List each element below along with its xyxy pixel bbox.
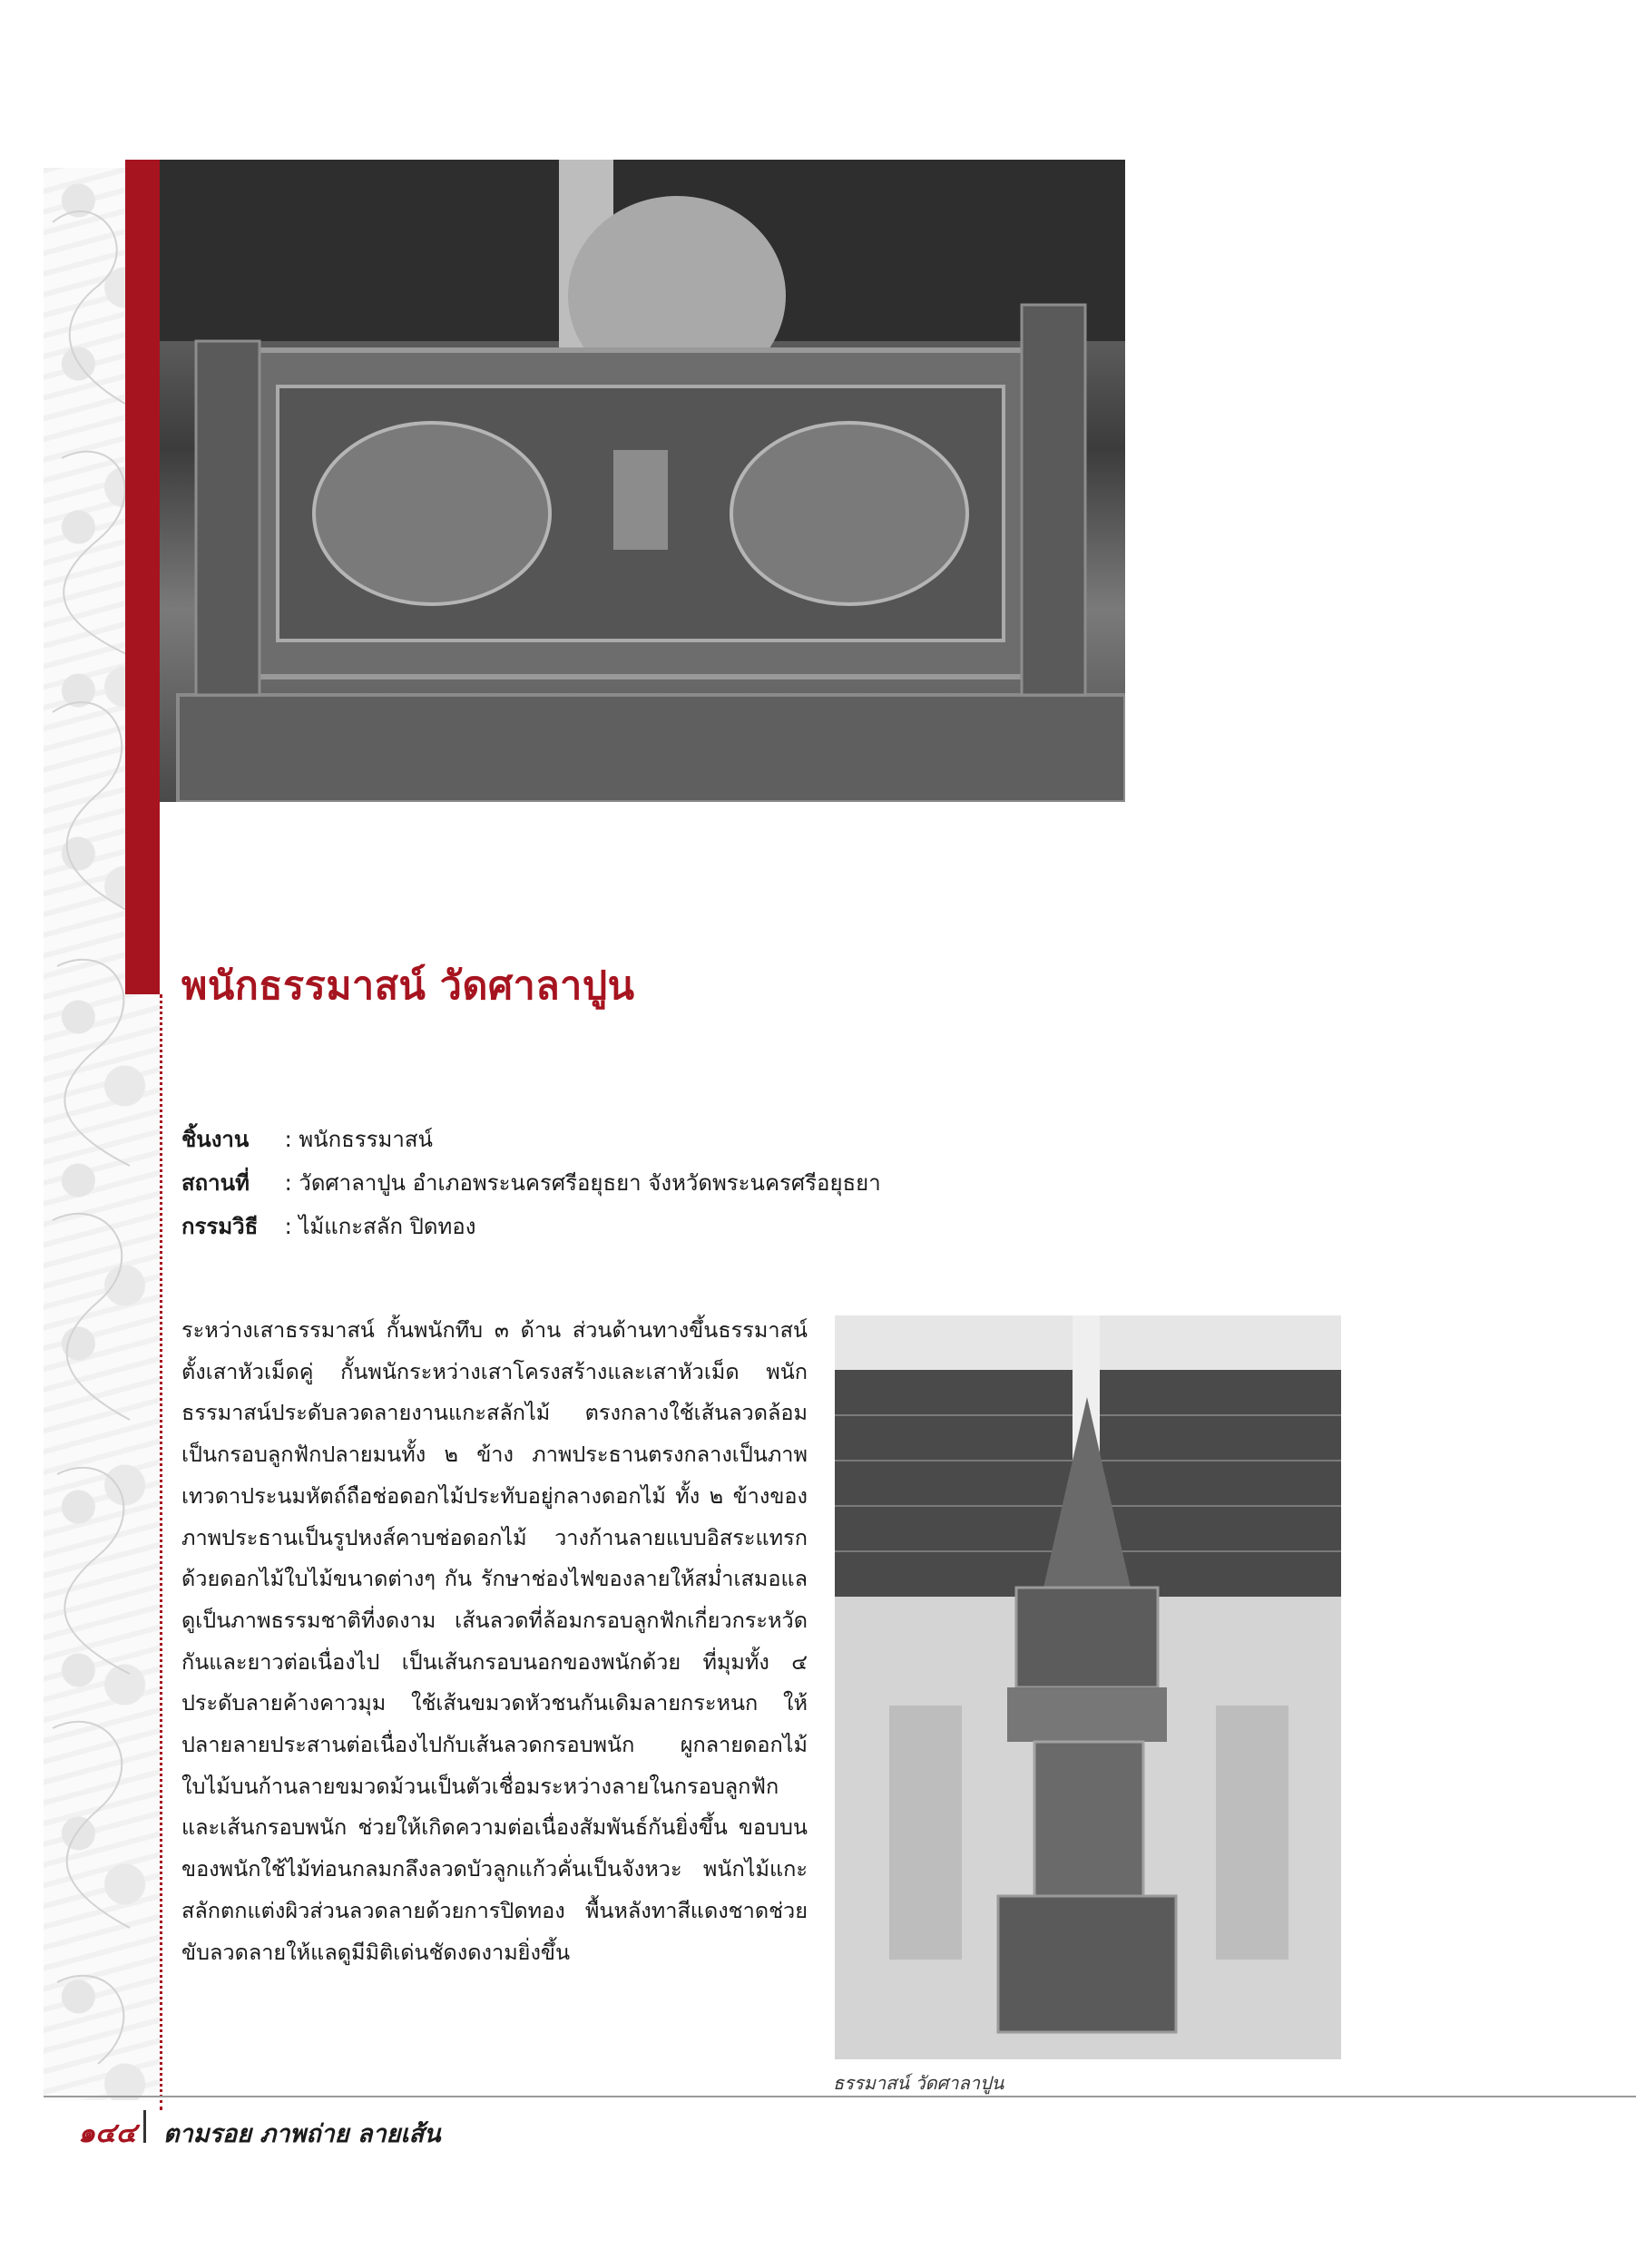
- page-number: ๑๔๔: [78, 2117, 137, 2149]
- article-body: [181, 1310, 808, 1973]
- running-title: ตามรอย ภาพถ่าย ลายเส้น: [163, 2120, 441, 2148]
- body-paragraph: ระหว่างเสาธรรมาสน์ กั้นพนักทึบ ๓ ด้าน ส่วนด้านทางขึ้นธรรมาสน์ ตั้งเสาหัวเม็ดคู่ กั้นพนักระหว่างเสาโครงสร้างและเสาหัวเม็ด พนักธรรมาสน์ประดับลวดลายงานแกะสลักไม้ ตรงกลางใช้เส้นลวดล้อมเป็นกรอบลูกฟักปลายมนทั้ง ๒ ข้าง ภาพประธานตรงกลางเป็นภาพเทวดาประนมหัตถ์ถือช่อดอกไม้ประทับอยู่กลางดอกไม้ ทั้ง ๒ ข้างของภาพประธานเป็นรูปหงส์คาบช่อดอกไม้ วางก้านลายแบบอิสระแทรกด้วยดอกไม้ใบไม้ขนาดต่างๆ กัน รักษาช่องไฟของลายให้สม่ำเสมอแลดูเป็นภาพธรรมชาติที่งดงาม เส้นลวดที่ล้อมกรอบลูกฟักเกี่ยวกระหวัดกันและยาวต่อเนื่องไป เป็นเส้นกรอบนอกของพนักด้วย ที่มุมทั้ง ๔ ประดับลายค้างคาวมุม ใช้เส้นขมวดหัวชนกันเดิมลายกระหนก ให้ปลายลายประสานต่อเนื่องไปกับเส้นลวดกรอบพนัก ผูกลายดอกไม้ใบไม้บนก้านลายขมวดม้วนเป็นตัวเชื่อมระหว่างลายในกรอบลูกฟักและเส้นกรอบพนัก ช่วยให้เกิดความต่อเนื่องสัมพันธ์กันยิ่งขึ้น ขอบบนของพนักใช้ไม้ท่อนกลมกลึงลวดบัวลูกแก้วคั่นเป็นจังหวะ พนักไม้แกะสลักตกแต่งผิวส่วนลวดลายด้วยการปิดทอง พื้นหลังทาสีแดงชาดช่วยขับลวดลายให้แลดูมีมิติเด่นชัดงดงามยิ่งขึ้น: [181, 1317, 808, 1965]
- accent-bar: [125, 160, 160, 994]
- meta-value: : วัดศาลาปูน อำเภอพระนครศรีอยุธยา จังหวัดพระนครศรีอยุธยา: [284, 1170, 881, 1196]
- meta-label: ชิ้นงาน: [181, 1127, 250, 1152]
- artifact-meta: [181, 1118, 881, 1248]
- meta-row-location: [181, 1161, 881, 1205]
- meta-value: : ไม้แกะสลัก ปิดทอง: [284, 1214, 476, 1239]
- meta-label: สถานที่: [181, 1170, 250, 1196]
- pulpit-panel-photo: [160, 160, 1125, 802]
- meta-row-technique: [181, 1205, 881, 1248]
- footer-separator: [143, 2110, 146, 2143]
- meta-row-item: [181, 1118, 881, 1161]
- pulpit-photo: [835, 1315, 1341, 2059]
- meta-label: กรรมวิธี: [181, 1214, 259, 1239]
- footer-rule: [44, 2096, 1636, 2097]
- photo-caption: ธรรมาสน์ วัดศาลาปูน: [833, 2072, 1004, 2094]
- meta-value: : พนักธรรมาสน์: [284, 1127, 433, 1152]
- article-title: พนักธรรมาสน์ วัดศาลาปูน: [181, 963, 635, 1009]
- dotted-divider: [160, 994, 162, 2110]
